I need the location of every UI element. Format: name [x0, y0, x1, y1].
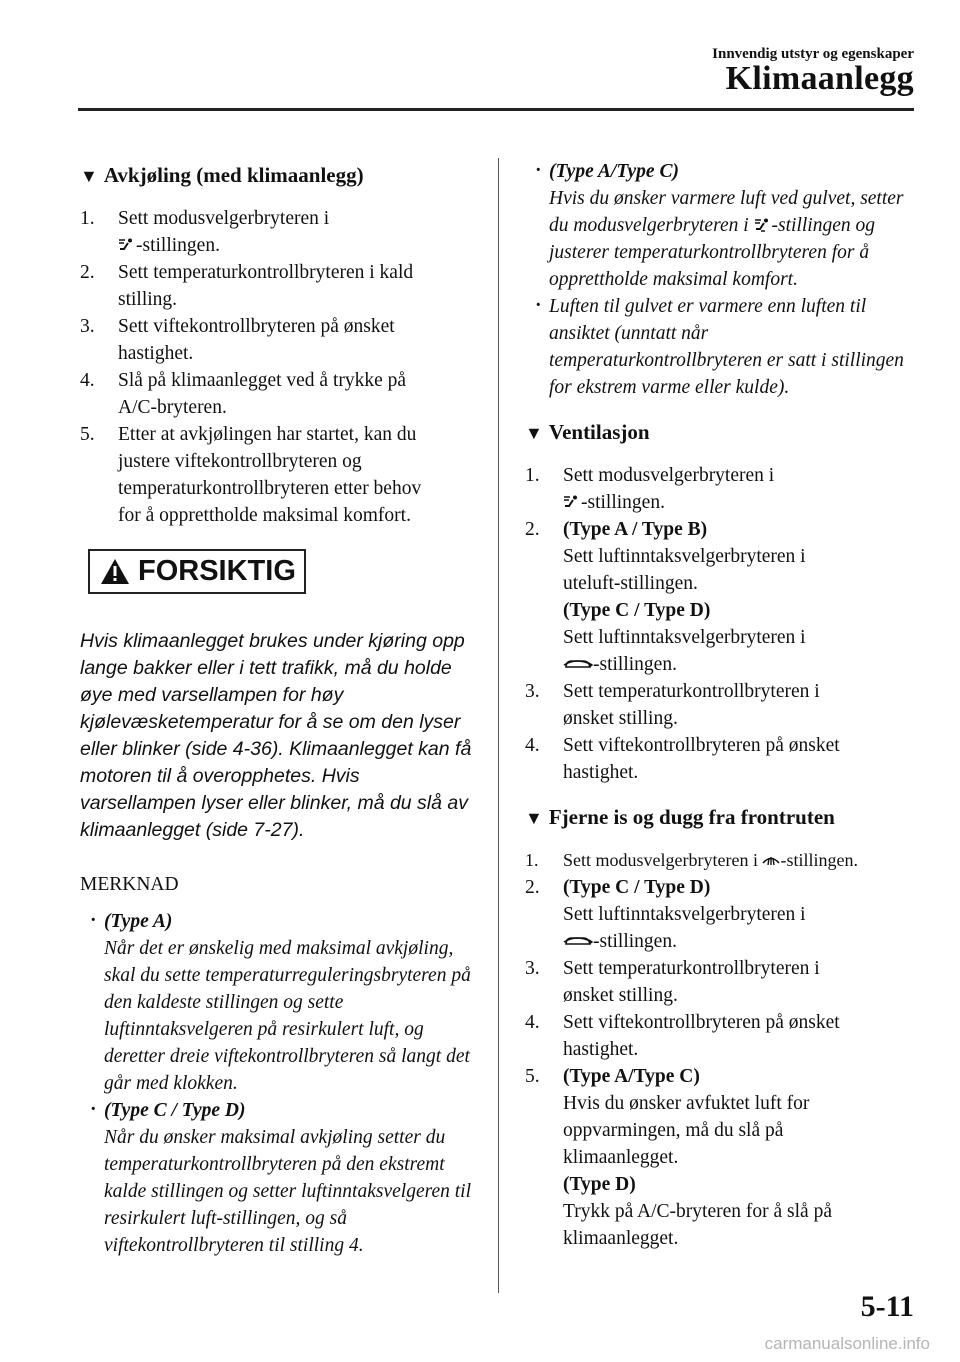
section-title-ventilation: ▼ Ventilasjon — [525, 420, 650, 444]
watermark: carmanualsonline.info — [764, 1334, 930, 1353]
caution-text: Hvis klimaanlegget brukes under kjøring opp lange bakker eller i tett trafikk, må du holde øye med varsellampen for høy kjølevæsketemperatur for å se om den lyser eller blinker (side 4-36). Klimaanlegget kan få motoren til å overopphetes. Hvis varsellampen lyser eller blinker, må du slå av klimaanlegget (side 7-27). — [80, 630, 472, 841]
header-title: Klimaanlegg — [725, 60, 914, 97]
column-divider — [498, 158, 499, 1293]
list-item: 4. Sett viftekontrollbryteren på ønsket hastighet. — [525, 735, 840, 783]
triangle-down-icon: ▼ — [525, 808, 543, 828]
list-item: · (Type A/Type C) Hvis du ønsker varmere luft ved gulvet, setter du modusvelgerbryteren i -stillingen og justerer temperaturkontrollbryteren for å opprettholde maksimal komfort. — [535, 158, 925, 293]
outside-air-icon — [563, 657, 593, 671]
section-title-cooling: ▼ Avkjøling (med klimaanlegg) — [80, 163, 364, 187]
list-item: 2. (Type C / Type D) Sett luftinntaksvelgerbryteren i -stillingen. — [525, 877, 806, 952]
caution-label: FORSIKTIG — [88, 549, 306, 594]
section-title-defrost: ▼ Fjerne is og dugg fra frontruten — [525, 805, 835, 829]
defroster-icon — [762, 853, 780, 867]
warning-triangle-icon — [100, 558, 130, 585]
list-item: 2. (Type A / Type B) Sett luftinntaksvelgerbryteren i uteluft-stillingen. (Type C / Type D) Sett luftinntaksvelgerbryteren i -stillingen. — [525, 519, 806, 675]
header-subtitle: Innvendig utstyr og egenskaper — [712, 46, 914, 62]
right-column — [525, 158, 925, 1252]
list-item: 4. Sett viftekontrollbryteren på ønsket hastighet. — [525, 1012, 840, 1060]
list-item: 2. Sett temperaturkontrollbryteren i kald stilling. — [80, 262, 414, 310]
list-item: 4. Slå på klimaanlegget ved å trykke på A/C-bryteren. — [80, 370, 407, 418]
list-item: · (Type C / Type D) Når du ønsker maksimal avkjøling setter du temperaturkontrollbryteren på den ekstremt kalde stillingen og setter luftinntaksvelgeren til resirkulert luft-stillingen, og så viftekontrollbryteren til stilling 4. — [90, 1097, 475, 1259]
outside-air-icon — [563, 934, 593, 948]
header-rule — [78, 108, 914, 111]
triangle-down-icon: ▼ — [525, 423, 543, 443]
list-item: 1. Sett modusvelgerbryteren i -stillingen. — [525, 465, 775, 513]
note-title: MERKNAD — [80, 874, 179, 895]
list-item: · (Type A) Når det er ønskelig med maksimal avkjøling, skal du sette temperaturreguleringsbryteren på den kaldeste stillingen og sette luftinntaksvelgeren på resirkulert luft, og deretter dreie viftekontrollbryteren så langt det går med klokken. — [90, 908, 475, 1097]
triangle-down-icon: ▼ — [80, 166, 98, 186]
list-item: 5. (Type A/Type C) Hvis du ønsker avfuktet luft for oppvarmingen, må du slå på klimaanlegget. (Type D) Trykk på A/C-bryteren for å slå på klimaanlegget. — [525, 1066, 832, 1249]
list-item: 1. Sett modusvelgerbryteren i -stillingen. — [80, 208, 330, 256]
page-number: 5-11 — [860, 1290, 914, 1323]
list-item: 3. Sett temperaturkontrollbryteren i ønsket stilling. — [525, 681, 820, 729]
left-column — [80, 158, 475, 1259]
bi-level-vent-icon — [754, 218, 772, 232]
list-item: 5. Etter at avkjølingen har startet, kan du justere viftekontrollbryteren og temperaturkontrollbryteren etter behov for å opprettholde maksimal komfort. — [80, 424, 422, 526]
face-vent-icon — [118, 238, 136, 252]
list-item: 3. Sett viftekontrollbryteren på ønsket hastighet. — [80, 316, 395, 364]
face-vent-icon — [563, 495, 581, 509]
list-item: · Luften til gulvet er varmere enn luften til ansiktet (unntatt når temperaturkontrollbryteren er satt i stillingen for ekstrem varme eller kulde). — [535, 293, 925, 401]
list-item: 3. Sett temperaturkontrollbryteren i ønsket stilling. — [525, 958, 820, 1006]
list-item: 1. Sett modusvelgerbryteren i -stillingen. — [525, 850, 858, 870]
